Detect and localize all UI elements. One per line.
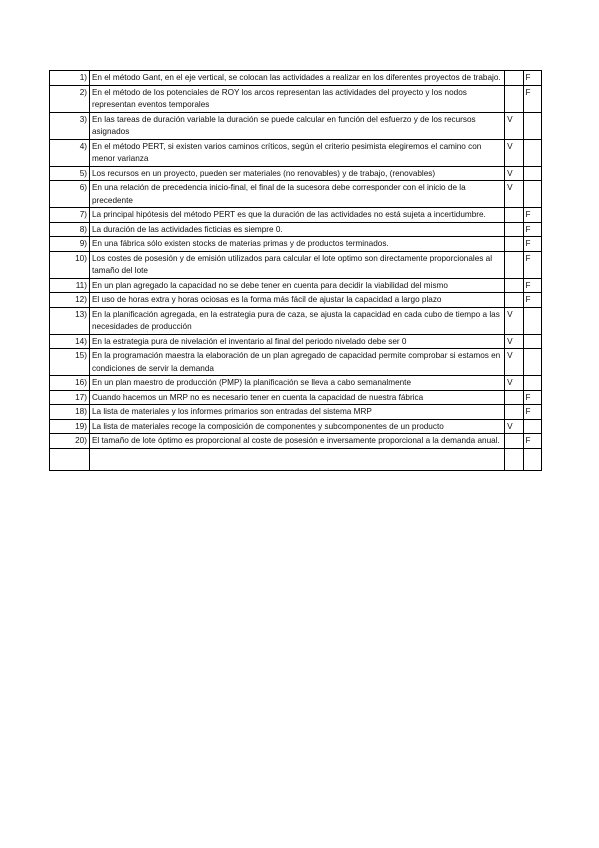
statement-text: La principal hipótesis del método PERT es que la duración de las actividades no está sujeta a incertidumbre. [89,208,504,223]
true-mark: V [505,181,523,208]
row-number: 15) [50,349,90,376]
statement-text: En las tareas de duración variable la duración se puede calcular en función del esfuerzo y de los recursos asignados [89,112,504,139]
row-number: 6) [50,181,90,208]
true-mark [505,278,523,293]
table-row [50,419,542,434]
table-row [50,166,542,181]
row-number: 3) [50,112,90,139]
row-number: 10) [50,251,90,278]
statement-text: En una fábrica sólo existen stocks de materias primas y de productos terminados. [89,237,504,252]
row-number: 1) [50,71,90,86]
statement-text: El uso de horas extra y horas ociosas es la forma más fácil de ajustar la capacidad a largo plazo [89,293,504,308]
false-mark [523,349,541,376]
statement-text: Cuando hacemos un MRP no es necesario tener en cuenta la capacidad de nuestra fábrica [89,390,504,405]
row-number: 11) [50,278,90,293]
row-number: 8) [50,222,90,237]
false-mark: F [523,293,541,308]
table-row-spacer [50,448,542,470]
statement-text: En un plan agregado la capacidad no se debe tener en cuenta para decidir la viabilidad del mismo [89,278,504,293]
statement-text: En una relación de precedencia inicio-final, el final de la sucesora debe corresponder con el inicio de la precedente [89,181,504,208]
true-mark: V [505,307,523,334]
table-row [50,71,542,86]
true-mark [505,71,523,86]
false-mark: F [523,85,541,112]
statement-text: En el método de los potenciales de ROY los arcos representan las actividades del proyecto y los nodos representan eventos temporales [89,85,504,112]
true-mark [505,434,523,449]
table-row [50,181,542,208]
statement-text: En el método PERT, si existen varios caminos críticos, según el criterio pesimista elegiremos el camino con menor varianza [89,139,504,166]
false-mark: F [523,390,541,405]
true-mark: V [505,349,523,376]
true-mark [505,251,523,278]
true-mark: V [505,376,523,391]
row-number: 17) [50,390,90,405]
row-number: 4) [50,139,90,166]
false-mark: F [523,222,541,237]
table-row [50,112,542,139]
statement-text: La lista de materiales y los informes primarios son entradas del sistema MRP [89,405,504,420]
true-mark: V [505,112,523,139]
statement-text: El tamaño de lote óptimo es proporcional al coste de posesión e inversamente proporcional a la demanda anual. [89,434,504,449]
true-mark [505,405,523,420]
true-mark: V [505,139,523,166]
table-row [50,278,542,293]
table-row [50,405,542,420]
true-mark: V [505,334,523,349]
statement-text: En un plan maestro de producción (PMP) la planificación se lleva a cabo semanalmente [89,376,504,391]
true-mark [505,222,523,237]
false-mark: F [523,251,541,278]
table-row [50,376,542,391]
table-row [50,434,542,449]
table-row [50,139,542,166]
statement-text: En el método Gant, en el eje vertical, se colocan las actividades a realizar en los diferentes proyectos de trabajo. [89,71,504,86]
true-mark [505,237,523,252]
true-false-table [49,70,542,471]
statement-text: En la programación maestra la elaboración de un plan agregado de capacidad permite comprobar si estamos en condiciones de servir la demanda [89,349,504,376]
row-number: 20) [50,434,90,449]
false-mark: F [523,434,541,449]
row-number: 5) [50,166,90,181]
table-row [50,349,542,376]
false-mark: F [523,405,541,420]
false-mark [523,334,541,349]
table-row [50,334,542,349]
false-mark [523,166,541,181]
true-mark: V [505,419,523,434]
false-mark [523,112,541,139]
statement-text: La duración de las actividades ficticias es siempre 0. [89,222,504,237]
row-number: 12) [50,293,90,308]
false-mark: F [523,208,541,223]
row-number: 18) [50,405,90,420]
table-row [50,237,542,252]
table-row [50,390,542,405]
row-number: 14) [50,334,90,349]
true-mark [505,390,523,405]
false-mark: F [523,71,541,86]
statement-text: Los recursos en un proyecto, pueden ser materiales (no renovables) y de trabajo, (renovables) [89,166,504,181]
table-row [50,251,542,278]
row-number: 16) [50,376,90,391]
row-number: 7) [50,208,90,223]
table-body [50,71,542,471]
false-mark [523,181,541,208]
statement-text: Los costes de posesión y de emisión utilizados para calcular el lote optimo son directamente proporcionales al tamaño del lote [89,251,504,278]
true-mark [505,208,523,223]
false-mark [523,419,541,434]
statement-text: La lista de materiales recoge la composición de componentes y subcomponentes de un producto [89,419,504,434]
statement-text: En la planificación agregada, en la estrategia pura de caza, se ajusta la capacidad en cada cubo de tiempo a las necesidades de producción [89,307,504,334]
row-number: 13) [50,307,90,334]
row-number: 19) [50,419,90,434]
table-row [50,222,542,237]
table-row [50,208,542,223]
false-mark [523,307,541,334]
false-mark: F [523,278,541,293]
statement-text: En la estrategia pura de nivelación el inventario al final del periodo nivelado debe ser 0 [89,334,504,349]
true-mark [505,293,523,308]
table-row [50,85,542,112]
false-mark: F [523,237,541,252]
table-row [50,307,542,334]
false-mark [523,139,541,166]
row-number: 9) [50,237,90,252]
row-number: 2) [50,85,90,112]
false-mark [523,376,541,391]
table-row [50,293,542,308]
true-mark [505,85,523,112]
true-mark: V [505,166,523,181]
